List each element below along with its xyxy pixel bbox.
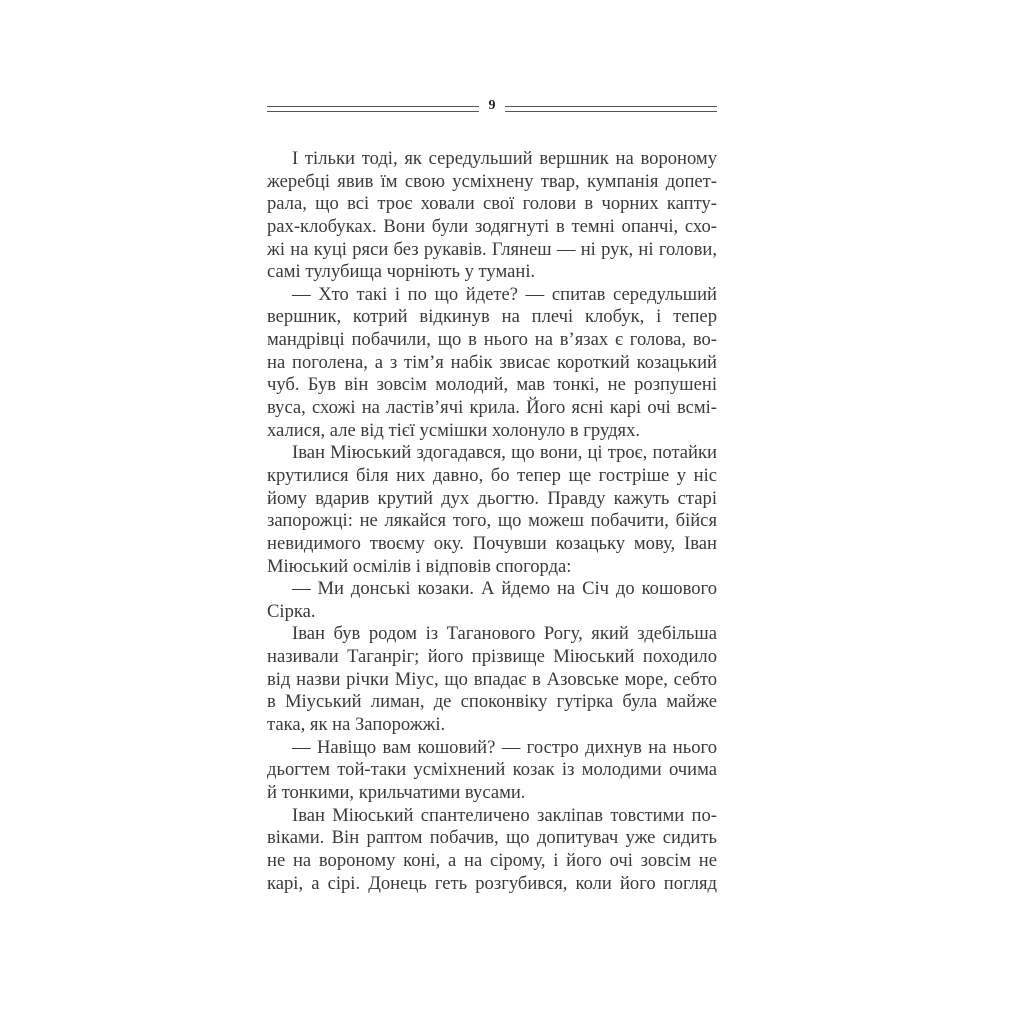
text-line: на поголена, а з тім’я набік звисає короткий козацький (267, 351, 717, 373)
text-line: Іван Міюський здогадався, що вони, ці троє, потайки (292, 442, 717, 464)
text-line: й тонкими, крильчатими вусами. (267, 781, 526, 803)
text-line: жі на куці ряси без рукавів. Глянеш — ні рук, ні голови, (267, 238, 717, 260)
text-line: йому вдарив крутий дух дьогтю. Правду кажуть старі (267, 487, 717, 509)
text-line: халися, але від тієї усмішки холонуло в грудях. (267, 419, 641, 441)
text-line: така, як на Запорожжі. (267, 714, 446, 736)
text-line: рах-клобуках. Вони були зодягнуті в темні опанчі, схо- (267, 215, 717, 237)
text-line: Іван Міюський спантеличено закліпав товстими по- (292, 804, 717, 826)
text-line: карі, а сірі. Донець геть розгубився, коли його погляд (267, 872, 717, 894)
text-line: І тільки тоді, як середульший вершник на вороному (292, 148, 717, 169)
text-line: Іван був родом із Таганового Рогу, який здебільша (292, 623, 717, 645)
text-line: вуса, схожі на ластів’ячі крила. Його ясні карі очі всмі- (267, 397, 717, 419)
text-line: називали Таганріг; його прізвище Міюський походило (267, 646, 717, 668)
text-line: Міюський осмілів і відповів спогорда: (267, 555, 572, 577)
text-line: жеребці явив їм свою усміхнену твар, кумпанія допет- (267, 170, 717, 192)
text-line: чуб. Був він зовсім молодий, мав тонкі, не розпушені (267, 374, 717, 396)
header-rule-right (505, 106, 717, 112)
text-line: в Міуський лиман, де споконвіку гутірка була майже (267, 691, 717, 713)
text-line: — Навіщо вам кошовий? — гостро дихнув на нього (292, 736, 717, 758)
text-line: крутилися біля них давно, бо тепер ще гостріше у ніс (267, 464, 717, 486)
text-line: вершник, котрий відкинув на плечі клобук, і тепер (267, 306, 717, 328)
header-rule-left (267, 106, 479, 112)
text-line: — Хто такі і по що йдете? — спитав середульший (292, 283, 717, 305)
text-line: — Ми донські козаки. А йдемо на Січ до кошового (292, 578, 717, 600)
text-line: від назви річки Міус, що впадає в Азовське море, себто (267, 668, 717, 690)
text-line: не на вороному коні, а на сірому, і його очі зовсім не (267, 849, 717, 871)
body-text (267, 148, 717, 895)
text-line: рала, що всі троє ховали свої голови в чорних капту- (267, 193, 717, 215)
text-line: мандрівці побачили, що в нього на в’язах є голова, во- (267, 329, 717, 351)
text-line: Сірка. (267, 600, 316, 622)
page-number: 9 (488, 98, 496, 113)
running-header (267, 98, 717, 118)
text-line: запорожці: не лякайся того, що можеш побачити, бійся (267, 510, 717, 532)
text-line: дьогтем той-таки усміхнений козак із молодими очима (267, 759, 717, 781)
text-line: невидимого твоєму оку. Почувши козацьку мову, Іван (267, 532, 717, 554)
text-line: самі тулубища чорніють у тумані. (267, 261, 536, 283)
text-line: віками. Він раптом побачив, що допитувач уже сидить (267, 827, 717, 849)
